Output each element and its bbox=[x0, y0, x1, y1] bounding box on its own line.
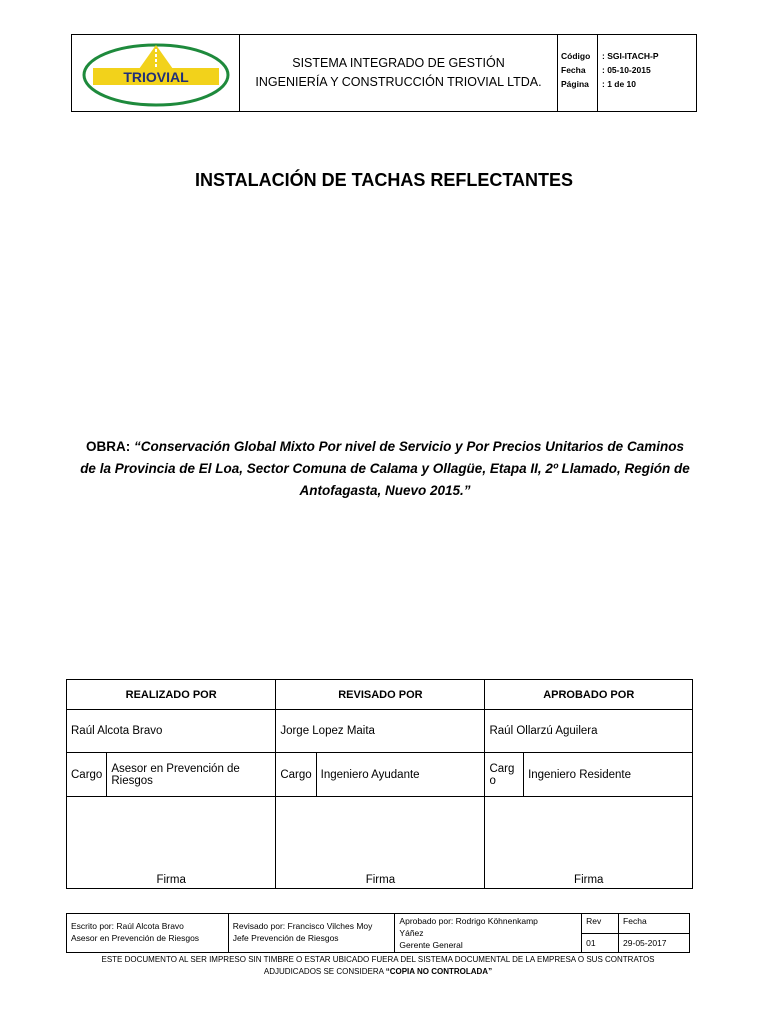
cargo-label-revisado: Cargo bbox=[276, 753, 316, 797]
name-aprobado: Raúl Ollarzú Aguilera bbox=[485, 710, 693, 753]
cargo-value-realizado: Asesor en Prevención de Riesgos bbox=[107, 753, 276, 797]
document-title: INSTALACIÓN DE TACHAS REFLECTANTES bbox=[195, 170, 573, 190]
logo-text: TRIOVIAL bbox=[122, 69, 189, 85]
footer-disclaimer bbox=[66, 954, 690, 978]
meta-label-codigo: Código bbox=[561, 51, 591, 61]
footer-fecha-label: Fecha bbox=[619, 914, 690, 934]
header-title-line2: INGENIERÍA Y CONSTRUCCIÓN TRIOVIAL LTDA. bbox=[255, 75, 542, 89]
footer-aprobado-line3: Gerente General bbox=[399, 940, 463, 950]
triovial-logo-icon bbox=[81, 39, 231, 107]
header-revisado: REVISADO POR bbox=[276, 680, 485, 710]
header-realizado: REALIZADO POR bbox=[67, 680, 276, 710]
footer-aprobado bbox=[395, 914, 582, 953]
meta-value-fecha: : 05-10-2015 bbox=[602, 65, 651, 75]
cargo-label-aprobado: Carg o bbox=[485, 753, 524, 797]
header-title-line1: SISTEMA INTEGRADO DE GESTIÓN bbox=[292, 56, 505, 70]
footer-aprobado-line2: Yáñez bbox=[399, 928, 424, 938]
obra-description bbox=[80, 436, 690, 502]
disclaimer-emphasis: “COPIA NO CONTROLADA” bbox=[385, 967, 493, 976]
firma-revisado: Firma bbox=[276, 797, 485, 889]
disclaimer-line1: ESTE DOCUMENTO AL SER IMPRESO SIN TIMBRE O ESTAR UBICADO FUERA DEL SISTEMA DOCUMENTAL DE LA EMPRESA O SUS CONTRATOS bbox=[101, 955, 655, 964]
footer-escrito-line1: Escrito por: Raúl Alcota Bravo bbox=[71, 921, 184, 931]
cargo-value-aprobado: Ingeniero Residente bbox=[524, 753, 693, 797]
header-meta bbox=[558, 35, 696, 111]
name-revisado: Jorge Lopez Maita bbox=[276, 710, 485, 753]
footer-escrito bbox=[67, 914, 229, 953]
footer-rev-value: 01 bbox=[582, 933, 619, 953]
meta-labels bbox=[558, 35, 598, 111]
cargo-value-revisado: Ingeniero Ayudante bbox=[316, 753, 485, 797]
footer-table bbox=[66, 913, 690, 953]
header-title bbox=[240, 35, 558, 111]
firma-realizado: Firma bbox=[67, 797, 276, 889]
document-header bbox=[71, 34, 697, 112]
meta-value-pagina: : 1 de 10 bbox=[602, 79, 637, 89]
meta-values bbox=[598, 35, 696, 111]
meta-label-fecha: Fecha bbox=[561, 65, 586, 75]
footer-revisado-line1: Revisado por: Francisco Vilches Moy bbox=[232, 921, 373, 931]
footer-revisado-line2: Jefe Prevención de Riesgos bbox=[232, 933, 339, 943]
footer-fecha-value: 29-05-2017 bbox=[619, 933, 690, 953]
footer-escrito-line2: Asesor en Prevención de Riesgos bbox=[71, 933, 200, 943]
meta-label-pagina: Página bbox=[561, 79, 589, 89]
disclaimer-line2 bbox=[66, 966, 690, 978]
footer-aprobado-line1: Aprobado por: Rodrigo Köhnenkamp bbox=[399, 916, 538, 926]
firma-aprobado: Firma bbox=[485, 797, 693, 889]
footer-rev-label: Rev bbox=[582, 914, 619, 934]
company-logo bbox=[72, 35, 240, 111]
obra-label: OBRA: bbox=[86, 439, 131, 454]
header-aprobado: APROBADO POR bbox=[485, 680, 693, 710]
signatures-table bbox=[66, 679, 693, 889]
name-realizado: Raúl Alcota Bravo bbox=[67, 710, 276, 753]
obra-text: “Conservación Global Mixto Por nivel de Servicio y Por Precios Unitarios de Caminos de la Provincia de El Loa, Sector Comuna de Calama y Ollagüe, Etapa II, 2º Llamado, Región de Antofagasta, Nuevo 2015.” bbox=[80, 439, 690, 498]
footer-revisado bbox=[228, 914, 395, 953]
disclaimer-line2-prefix: ADJUDICADOS SE CONSIDERA bbox=[263, 967, 384, 976]
meta-value-codigo: : SGI-ITACH-P bbox=[602, 51, 659, 61]
cargo-label-realizado: Cargo bbox=[67, 753, 107, 797]
